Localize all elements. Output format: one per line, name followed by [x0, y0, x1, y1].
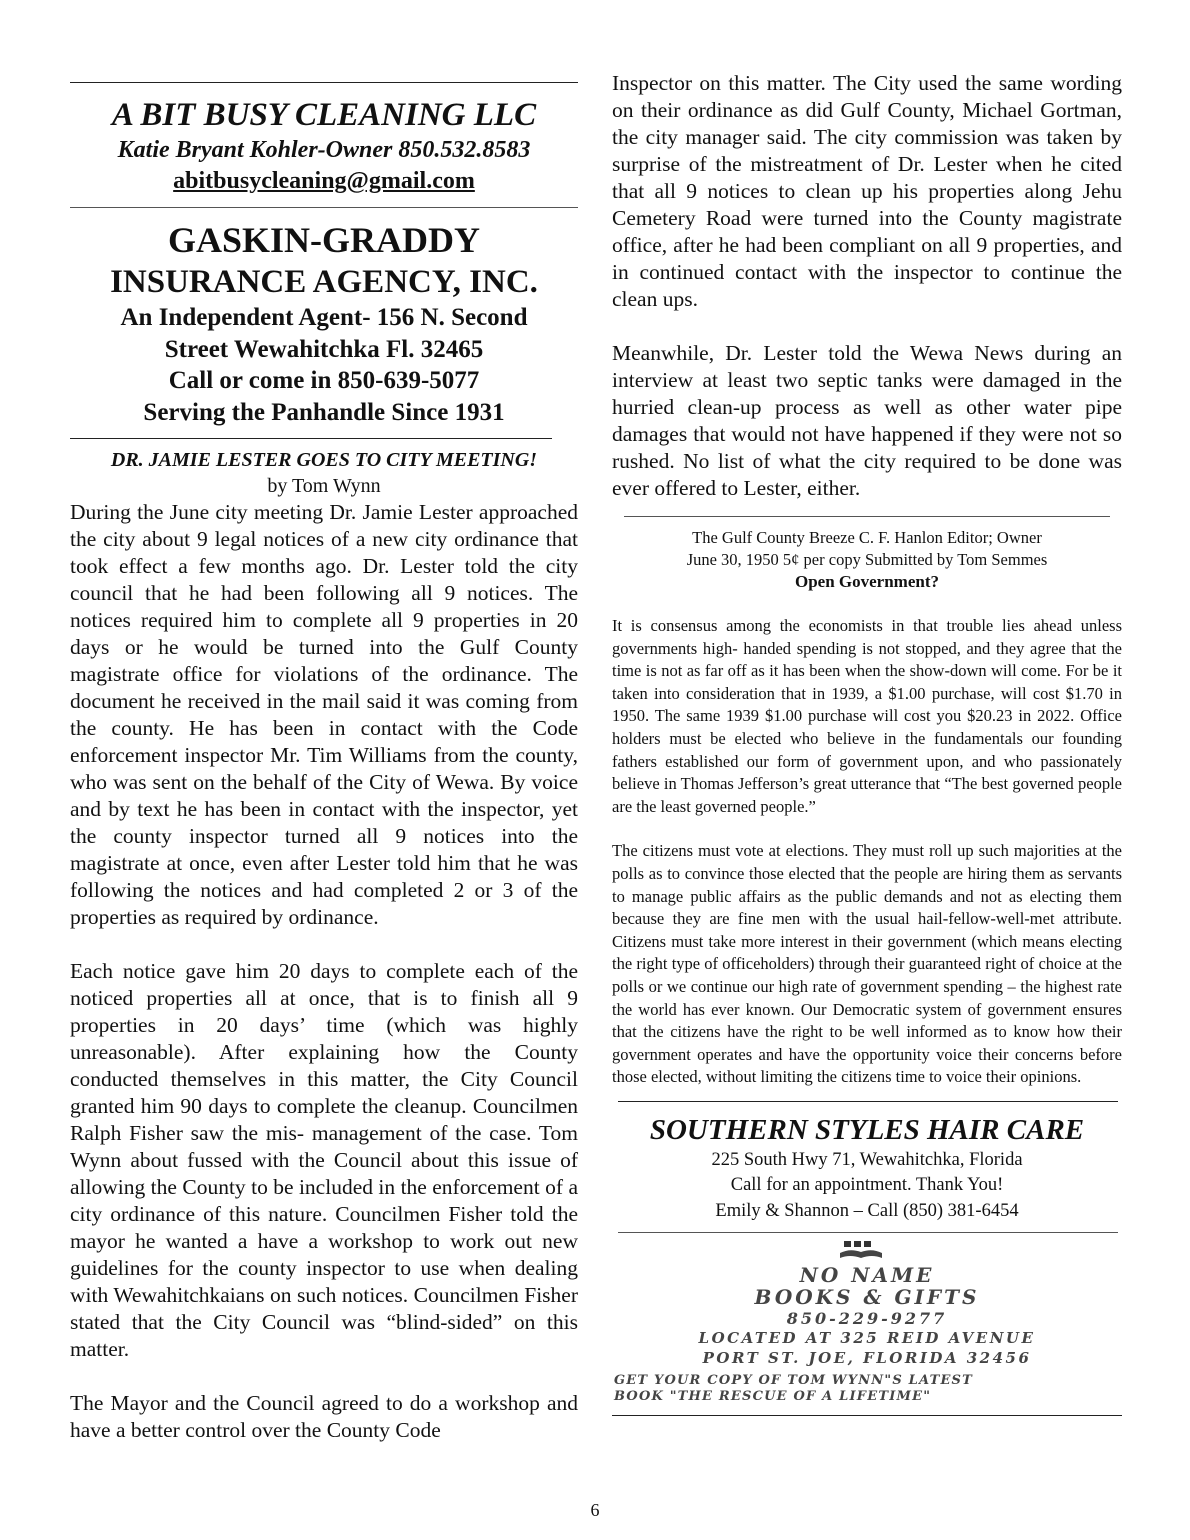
insurance-ad-line: An Independent Agent- 156 N. Second	[120, 304, 528, 331]
article-headline: DR. JAMIE LESTER GOES TO CITY MEETING!	[110, 449, 538, 471]
left-column	[70, 70, 578, 1444]
reprint-date: June 30, 1950 5¢ per copy Submitted by Tom Semmes	[686, 550, 1048, 569]
article-paragraph: During the June city meeting Dr. Jamie Lester approached the city about 9 legal notices of a new city ordinance that took effect a few months ago. Dr. Lester told the city council that he had been following all 9 notices. The notices required him to complete all 9 properties in 20 days or he would be turned into the Gulf County magistrate office for violations of the ordinance. The document he received in the mail said it was coming from the county. He has been in contact with the Code enforcement inspector Mr. Tim Williams from the county, who was sent on the behalf of the City of Wewa. By voice and by text he has been in contact with the inspector, yet the county inspector turned all 9 notices into the magistrate at once, even after Lester told him that he was following the notices and had completed 2 or 3 of the properties as required by ordinance.	[70, 500, 578, 929]
bookstore-phone: 850-229-9277	[786, 1309, 948, 1329]
cleaning-ad	[70, 83, 578, 197]
hair-care-ad-title: SOUTHERN STYLES HAIR CARE	[649, 1113, 1085, 1146]
bookstore-name-2: BOOKS & GIFTS	[754, 1285, 980, 1310]
divider	[624, 516, 1110, 517]
right-column	[612, 70, 1122, 1416]
insurance-ad-phone: Call or come in 850-639-5077	[168, 367, 480, 394]
books-icon	[838, 1239, 884, 1261]
article-paragraph: Inspector on this matter. The City used the same wording on their ordinance as did Gulf County, Michael Gortman, the city manager said. The city commission was taken by surprise of the mistreatment of Dr. Lester when he cited that all 9 notices to clean up his properties along Jehu Cemetery Road were turned into the County magistrate office, after he had been compliant on all 9 properties, and in continued contact with the inspector to continue the clean ups.	[612, 71, 1122, 311]
hair-care-ad-line: Call for an appointment. Thank You!	[730, 1175, 1004, 1196]
bookstore-address: LOCATED AT 325 REID AVENUE	[698, 1329, 1036, 1348]
article-paragraph: The Mayor and the Council agreed to do a workshop and have a better control over the County Code	[70, 1391, 578, 1442]
cleaning-ad-email[interactable]: abitbusycleaning@gmail.com	[173, 168, 475, 194]
bookstore-name: NO NAME	[799, 1263, 935, 1288]
insurance-ad	[70, 208, 578, 438]
reprint-paragraph: It is consensus among the economists in that trouble lies ahead unless governments high- handed spending is not stopped, and they agree that the time is not as far off as it has been when the show-down will come. For be it taken into consideration that in 1939, a $1.00 purchase, will cost $1.70 in 1950. The same 1939 $1.00 purchase will cost you $20.23 in 2022. Office holders must be elected who believe in the fundamentals our founding fathers established our form of government upon, and who passionately believe in Thomas Jefferson’s great utterance that “The best governed people are the least governed people.”	[612, 616, 1122, 816]
hair-care-ad	[612, 1102, 1122, 1233]
bookstore-promo: GET YOUR COPY OF TOM WYNN"S LATEST	[614, 1373, 974, 1389]
reprint-title: Open Government?	[794, 572, 940, 591]
article-paragraph: Meanwhile, Dr. Lester told the Wewa News during an interview at least two septic tanks were damaged in the hurried clean-up process as well as other water pipe damages that would not have happened if they were not so rushed. No list of what the city required to be done was ever offered to Lester, either.	[612, 341, 1122, 500]
insurance-ad-line: Serving the Panhandle Since 1931	[143, 398, 505, 426]
bookstore-ad	[612, 1233, 1122, 1405]
divider	[612, 1415, 1122, 1416]
article-byline: by Tom Wynn	[267, 475, 381, 497]
page-number: 6	[590, 1500, 600, 1520]
insurance-ad-name: GASKIN-GRADDY	[167, 220, 480, 260]
hair-care-ad-phone: Emily & Shannon – Call (850) 381-6454	[715, 1200, 1019, 1221]
bookstore-city: PORT ST. JOE, FLORIDA 32456	[702, 1349, 1032, 1368]
cleaning-ad-owner: Katie Bryant Kohler-Owner 850.532.8583	[117, 137, 531, 163]
bookstore-promo-2: BOOK "THE RESCUE OF A LIFETIME"	[614, 1389, 932, 1405]
article-paragraph: Each notice gave him 20 days to complete each of the noticed properties all at once, that is to finish all 9 properties in 20 days’ time (which was highly unreasonable). After explaining how the County conducted themselves in this matter, the City Council granted him 90 days to complete the cleanup. Councilmen Ralph Fisher saw the mis- management of the case. Tom Wynn about fussed with the Council about this issue of allowing the County to be included in the enforcement of a city ordinance of this nature. Councilmen Fisher told the mayor he wanted a have a workshop to work out new guidelines for the county inspector to use when dealing with Wewahitchkaians on such notices. Councilmen Fisher stated that the City Council was “blind-sided” on this matter.	[70, 959, 578, 1361]
hair-care-ad-address: 225 South Hwy 71, Wewahitchka, Florida	[711, 1149, 1023, 1170]
divider	[70, 438, 552, 439]
insurance-ad-name-2: INSURANCE AGENCY, INC.	[110, 264, 538, 300]
reprint-source: The Gulf County Breeze C. F. Hanlon Editor; Owner	[692, 528, 1042, 547]
insurance-ad-line: Street Wewahitchka Fl. 32465	[164, 335, 484, 363]
cleaning-ad-title: A BIT BUSY CLEANING LLC	[111, 97, 537, 133]
reprint-paragraph: The citizens must vote at elections. They must roll up such majorities at the polls as to convince those elected that the people are hiring them as servants to manage public affairs as the public demands and not as electing them because they are fine men with the usual hail-fellow-well-met attribute. Citizens must take more interest in their government (which means electing the right type of officeholders) through their guaranteed right of choice at the polls or we continue our high rate of government spending – the highest rate the world has ever known. Our Democratic system of government ensures that the citizens have the right to be well informed as to know how their government operates and have the opportunity voice their concerns before those elected, without limiting the citizens time to voice their opinions.	[612, 841, 1122, 1087]
